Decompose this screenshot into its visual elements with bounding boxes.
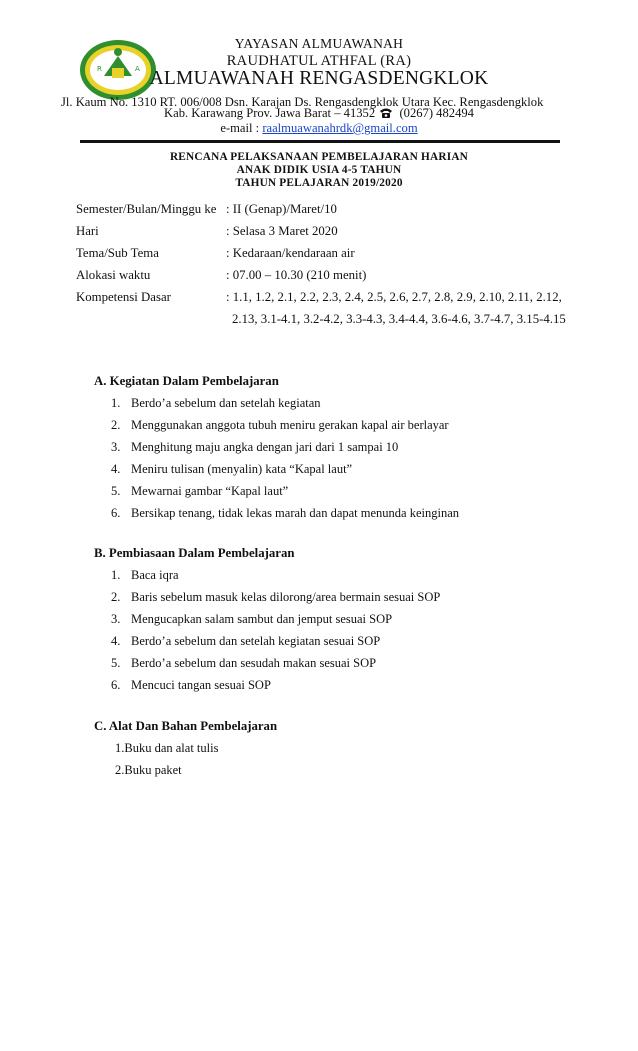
item-number: 4.	[111, 462, 121, 476]
item-number: 1.	[111, 396, 121, 410]
item-text: Berdo’a sebelum dan sesudah makan sesuai SOP	[131, 656, 377, 670]
info-row-kompetensi	[76, 290, 562, 305]
email-line	[0, 121, 638, 136]
list-item	[111, 656, 376, 671]
item-number: 5.	[111, 656, 121, 670]
section-b-heading: B. Pembiasaan Dalam Pembelajaran	[94, 546, 295, 560]
document-title-line-1: RENCANA PELAKSANAAN PEMBELAJARAN HARIAN	[169, 151, 469, 163]
list-item: 1.Buku dan alat tulis	[115, 741, 219, 755]
item-number: 3.	[111, 612, 121, 626]
phone-number: (0267) 482494	[399, 106, 474, 120]
info-row-alokasi	[76, 268, 367, 283]
item-number: 4.	[111, 634, 121, 648]
document-title-line-2: ANAK DIDIK USIA 4-5 TAHUN	[236, 164, 402, 176]
foundation-name: YAYASAN ALMUAWANAH	[234, 36, 404, 51]
section-a-heading: A. Kegiatan Dalam Pembelajaran	[94, 374, 279, 388]
item-number: 2.	[111, 418, 121, 432]
info-value: : 07.00 – 10.30 (210 menit)	[226, 268, 367, 282]
item-number: 2.	[111, 590, 121, 604]
list-item	[111, 506, 459, 521]
address-line-1: Jl. Kaum No. 1310 RT. 006/008 Dsn. Karajan Ds. Rengasdengklok Utara Kec. Rengasdengklok	[61, 95, 544, 109]
svg-text:R: R	[97, 65, 102, 73]
item-text: Menghitung maju angka dengan jari dari 1 sampai 10	[131, 440, 399, 454]
item-text: Berdo’a sebelum dan setelah kegiatan	[131, 396, 321, 410]
document-title-line-3: TAHUN PELAJARAN 2019/2020	[235, 177, 403, 189]
email-label: e-mail :	[220, 121, 263, 135]
info-label: Kompetensi Dasar	[76, 290, 171, 304]
list-item	[111, 396, 321, 411]
header-divider	[80, 140, 560, 143]
item-text: Bersikap tenang, tidak lekas marah dan dapat menunda keinginan	[131, 506, 460, 520]
info-label: Alokasi waktu	[76, 268, 151, 282]
list-item	[111, 568, 179, 583]
item-text: Meniru tulisan (menyalin) kata “Kapal laut”	[131, 462, 353, 476]
info-value: : Kedaraan/kendaraan air	[226, 246, 355, 260]
list-item	[111, 634, 380, 649]
item-text: Berdo’a sebelum dan setelah kegiatan sesuai SOP	[131, 634, 381, 648]
section-c-heading: C. Alat Dan Bahan Pembelajaran	[94, 719, 278, 733]
svg-text:A: A	[135, 65, 140, 73]
list-item	[111, 440, 398, 455]
item-text: Mewarnai gambar “Kapal laut”	[131, 484, 289, 498]
list-item: 2.Buku paket	[115, 763, 182, 777]
item-number: 6.	[111, 678, 121, 692]
list-item	[111, 484, 288, 499]
info-value: : Selasa 3 Maret 2020	[226, 224, 338, 238]
info-value: : II (Genap)/Maret/10	[226, 202, 337, 216]
institution-name: RAUDHATUL ATHFAL (RA)	[226, 53, 412, 69]
list-item	[111, 418, 449, 433]
email-link[interactable]: raalmuawanahrdk@gmail.com	[262, 121, 418, 135]
info-value: : 1.1, 1.2, 2.1, 2.2, 2.3, 2.4, 2.5, 2.6, 2.7, 2.8, 2.9, 2.10, 2.11, 2.12,	[226, 290, 562, 304]
info-row-semester	[76, 202, 337, 217]
info-label: Tema/Sub Tema	[76, 246, 159, 260]
list-item	[111, 590, 440, 605]
list-item	[111, 462, 352, 477]
item-text: Baca iqra	[131, 568, 179, 582]
item-text: Menggunakan anggota tubuh meniru gerakan kapal air berlayar	[131, 418, 449, 432]
item-text: Mengucapkan salam sambut dan jemput sesuai SOP	[131, 612, 393, 626]
info-label: Hari	[76, 224, 99, 238]
kompetensi-continuation: 2.13, 3.1-4.1, 3.2-4.2, 3.3-4.3, 3.4-4.4, 3.6-4.6, 3.7-4.7, 3.15-4.15	[232, 312, 566, 326]
item-number: 6.	[111, 506, 121, 520]
item-text: Baris sebelum masuk kelas dilorong/area bermain sesuai SOP	[131, 590, 441, 604]
info-label: Semester/Bulan/Minggu ke	[76, 202, 217, 216]
item-number: 1.	[111, 568, 121, 582]
item-number: 5.	[111, 484, 121, 498]
info-row-hari	[76, 224, 338, 239]
item-text: Mencuci tangan sesuai SOP	[131, 678, 271, 692]
address-line-2	[0, 106, 638, 121]
list-item	[111, 612, 392, 627]
address-region: Kab. Karawang Prov. Jawa Barat – 41352	[164, 106, 376, 120]
info-row-tema	[76, 246, 355, 261]
school-name: ALMUAWANAH RENGASDENGKLOK	[149, 68, 489, 89]
telephone-icon	[379, 107, 393, 119]
list-item	[111, 678, 271, 693]
item-number: 3.	[111, 440, 121, 454]
